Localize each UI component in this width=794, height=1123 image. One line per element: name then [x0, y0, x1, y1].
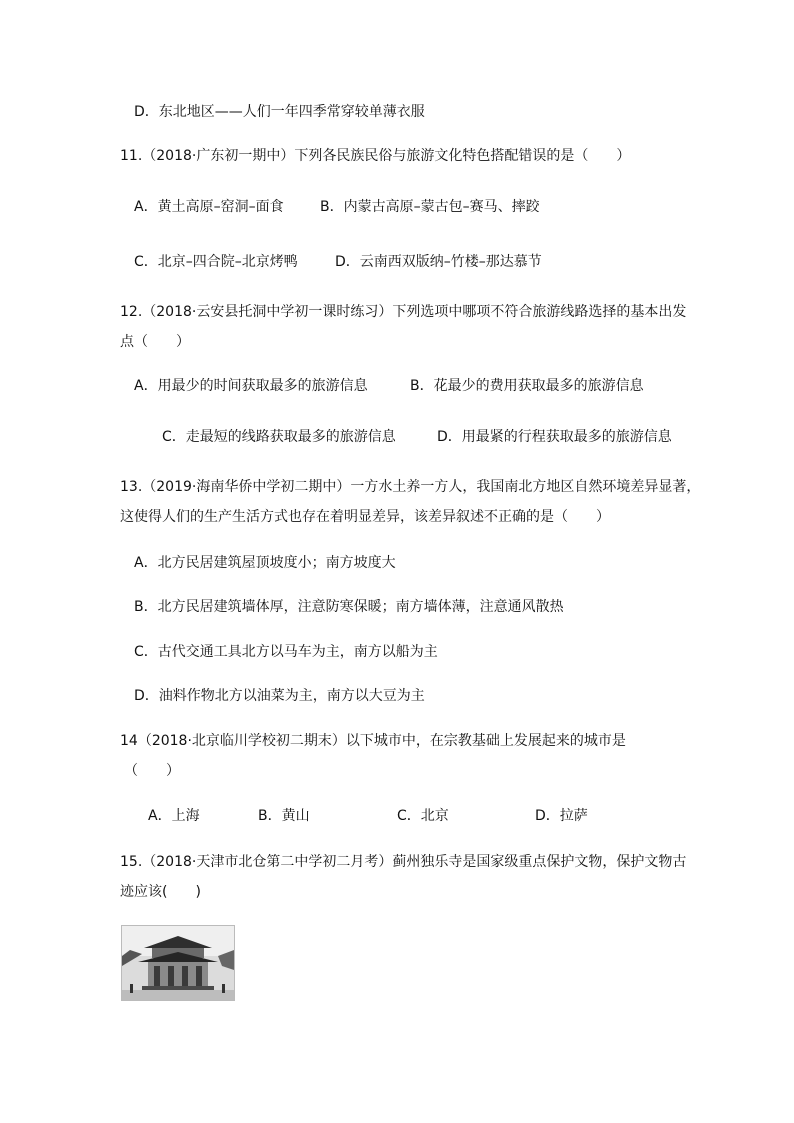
q13-stem-line1: 13.（2019·海南华侨中学初二期中）一方水土养一方人，我国南北方地区自然环境差异显著， — [120, 479, 701, 495]
q12-option-c: C．走最短的线路获取最多的旅游信息 — [162, 429, 396, 445]
q11-option-b: B．内蒙古高原–蒙古包–赛马、摔跤 — [320, 199, 540, 215]
q13-stem-line2: 这使得人们的生产生活方式也存在着明显差异，该差异叙述不正确的是（ ） — [120, 509, 610, 525]
q13-option-d: D．油料作物北方以油菜为主，南方以大豆为主 — [134, 688, 425, 704]
q11-option-a: A．黄土高原–窑洞–面食 — [134, 199, 284, 215]
q14-option-c: C．北京 — [397, 808, 449, 824]
q14-option-b: B．黄山 — [258, 808, 310, 824]
q14-stem-line2: （ ） — [124, 763, 180, 779]
q11-option-c: C．北京–四合院–北京烤鸭 — [134, 254, 298, 270]
dule-temple-photo — [121, 925, 235, 1001]
q12-option-a: A．用最少的时间获取最多的旅游信息 — [134, 378, 368, 394]
q12-option-b: B．花最少的费用获取最多的旅游信息 — [410, 378, 644, 394]
q12-stem-line2: 点（ ） — [120, 334, 190, 350]
temple-building-image — [122, 926, 234, 1000]
q11-option-d: D．云南西双版纳–竹楼–那达慕节 — [335, 254, 542, 270]
q14-option-a: A．上海 — [148, 808, 200, 824]
q11-stem: 11.（2018·广东初一期中）下列各民族民俗与旅游文化特色搭配错误的是（ ） — [120, 148, 631, 164]
q14-stem-line1: 14（2018·北京临川学校初二期末）以下城市中，在宗教基础上发展起来的城市是 — [120, 733, 626, 749]
q15-stem-line1: 15.（2018·天津市北仓第二中学初二月考）蓟州独乐寺是国家级重点保护文物，保护文物古 — [120, 854, 687, 870]
q14-option-d: D．拉萨 — [535, 808, 588, 824]
q13-option-a: A．北方民居建筑屋顶坡度小；南方坡度大 — [134, 555, 396, 571]
q13-option-c: C．古代交通工具北方以马车为主，南方以船为主 — [134, 644, 438, 660]
q12-option-d: D．用最紧的行程获取最多的旅游信息 — [437, 429, 672, 445]
q12-stem-line1: 12.（2018·云安县托洞中学初一课时练习）下列选项中哪项不符合旅游线路选择的基本出发 — [120, 304, 687, 320]
q10-option-d: D．东北地区——人们一年四季常穿较单薄衣服 — [134, 104, 425, 120]
q13-option-b: B．北方民居建筑墙体厚，注意防寒保暖；南方墙体薄，注意通风散热 — [134, 599, 564, 615]
q15-stem-line2: 迹应该( ) — [120, 884, 201, 900]
